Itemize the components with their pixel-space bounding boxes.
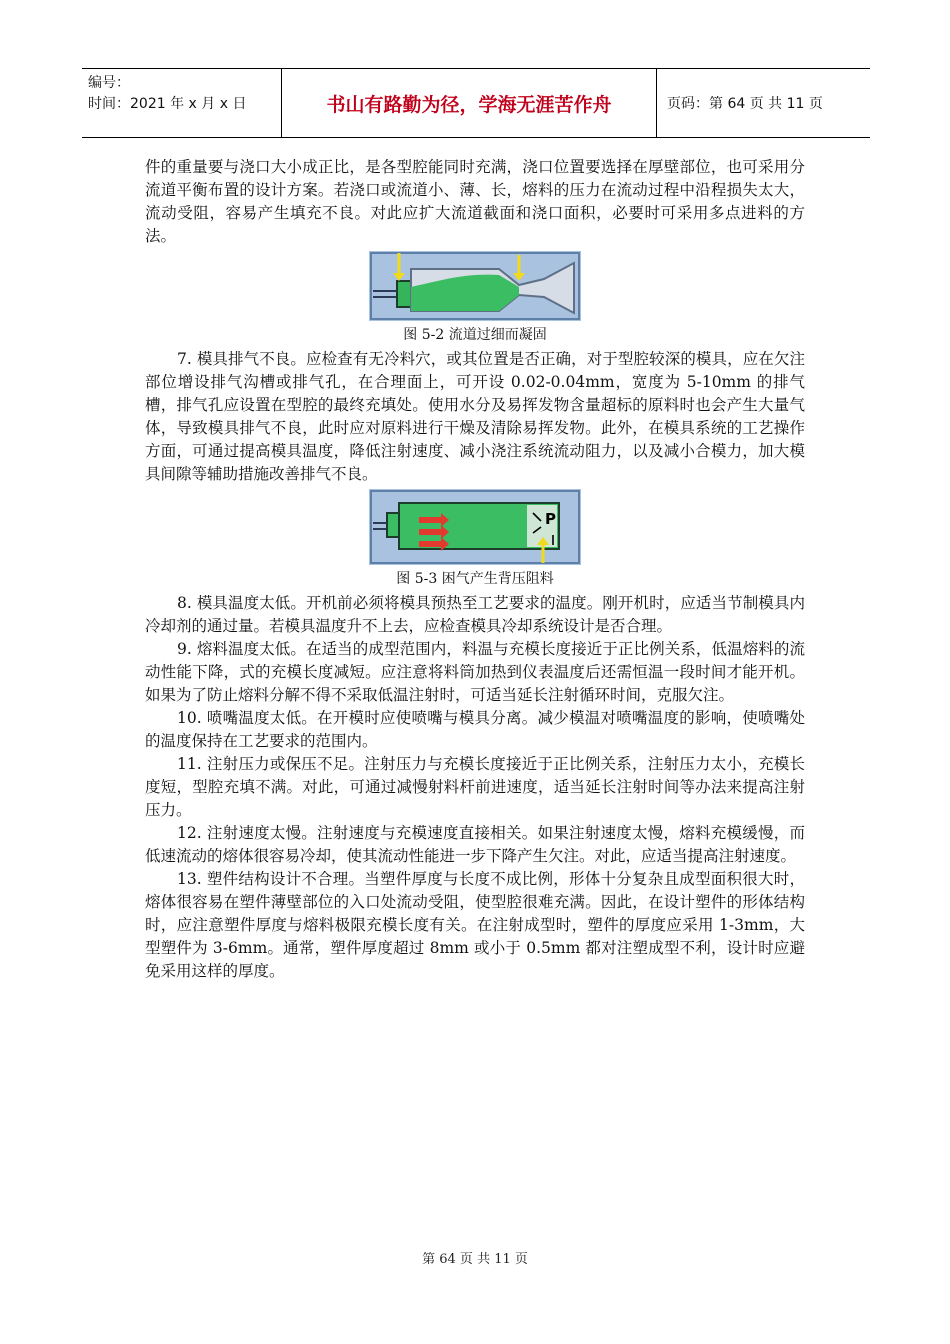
figure-5-2 — [145, 248, 805, 348]
runner-freeze-illustration — [369, 251, 581, 321]
figure-5-3-caption: 图 5-3 困气产生背压阻料 — [396, 571, 554, 587]
page-header — [82, 68, 870, 138]
document-body — [145, 156, 805, 983]
header-left-cell — [82, 69, 282, 137]
page-footer: 第 64 页 共 11 页 — [422, 1252, 528, 1267]
figure-5-2-image — [369, 251, 581, 321]
figure-5-3 — [145, 486, 805, 592]
paragraph-8: 8. 模具温度太低。开机前必须将模具预热至工艺要求的温度。刚开机时，应适当节制模具内冷却剂的通过量。若模具温度升不上去，应检查模具冷却系统设计是否合理。 — [145, 594, 805, 635]
header-page-info: 页码：第 64 页 共 11 页 — [667, 96, 823, 112]
figure-5-3-p-label: P — [545, 510, 556, 528]
paragraph-12: 12. 注射速度太慢。注射速度与充模速度直接相关。如果注射速度太慢，熔料充模缓慢，而低速流动的熔体很容易冷却，使其流动性能进一步下降产生欠注。对此，应适当提高注射速度。 — [145, 824, 805, 865]
date-line: 时间：2021 年 x 月 x 日 — [88, 96, 247, 112]
paragraph-intro: 件的重量要与浇口大小成正比，是各型腔能同时充满，浇口位置要选择在厚壁部位，也可采用分流道平衡布置的设计方案。若浇口或流道小、薄、长，熔料的压力在流动过程中沿程损失太大，流动受阻，容易产生填充不良。对此应扩大流道截面和浇口面积，必要时可采用多点进料的方法。 — [145, 158, 805, 245]
paragraph-10: 10. 喷嘴温度太低。在开模时应使喷嘴与模具分离。减少模温对喷嘴温度的影响，使喷嘴处的温度保持在工艺要求的范围内。 — [145, 709, 805, 750]
paragraph-13: 13. 塑件结构设计不合理。当塑件厚度与长度不成比例，形体十分复杂且成型面积很大时，熔体很容易在塑件薄壁部位的入口处流动受阻，使型腔很难充满。因此，在设计塑件的形体结构时，应注意塑件厚度与熔料极限充模长度有关。在注射成型时，塑件的厚度应采用 1-3mm，大型塑件为 3-6mm。通常，塑件厚度超过 8mm 或小于 0.5mm 都对注塑成型不利，设计时应避免采用这样的厚度。 — [145, 870, 805, 980]
header-motto: 书山有路勤为径，学海无涯苦作舟 — [282, 69, 657, 137]
paragraph-11: 11. 注射压力或保压不足。注射压力与充模长度接近于正比例关系，注射压力太小，充模长度短，型腔充填不满。对此，可通过减慢射料杆前进速度，适当延长注射时间等办法来提高注射压力。 — [145, 755, 805, 819]
paragraph-9: 9. 熔料温度太低。在适当的成型范围内，料温与充模长度接近于正比例关系，低温熔料的流动性能下降，式的充模长度减短。应注意将料筒加热到仪表温度后还需恒温一段时间才能开机。如果为了防止熔料分解不得不采取低温注射时，可适当延长注射循环时间，克服欠注。 — [145, 640, 805, 704]
trapped-air-illustration — [369, 489, 581, 565]
paragraph-7: 7. 模具排气不良。应检查有无冷料穴，或其位置是否正确，对于型腔较深的模具，应在欠注部位增设排气沟槽或排气孔，在合理面上，可开设 0.02-0.04mm，宽度为 5-10mm 的排气槽，排气孔应设置在型腔的最终充填处。使用水分及易挥发物含量超标的原料时也会产生大量气体，导致模具排气不良，此时应对原料进行干燥及清除易挥发物。此外，在模具系统的工艺操作方面，可通过提高模具温度，降低注射速度、减小浇注系统流动阻力，以及减小合模力，加大模具间隙等辅助措施改善排气不良。 — [145, 350, 805, 483]
figure-5-3-image — [369, 489, 581, 565]
figure-5-2-caption: 图 5-2 流道过细而凝固 — [403, 327, 547, 343]
serial-label: 编号： — [88, 75, 130, 91]
